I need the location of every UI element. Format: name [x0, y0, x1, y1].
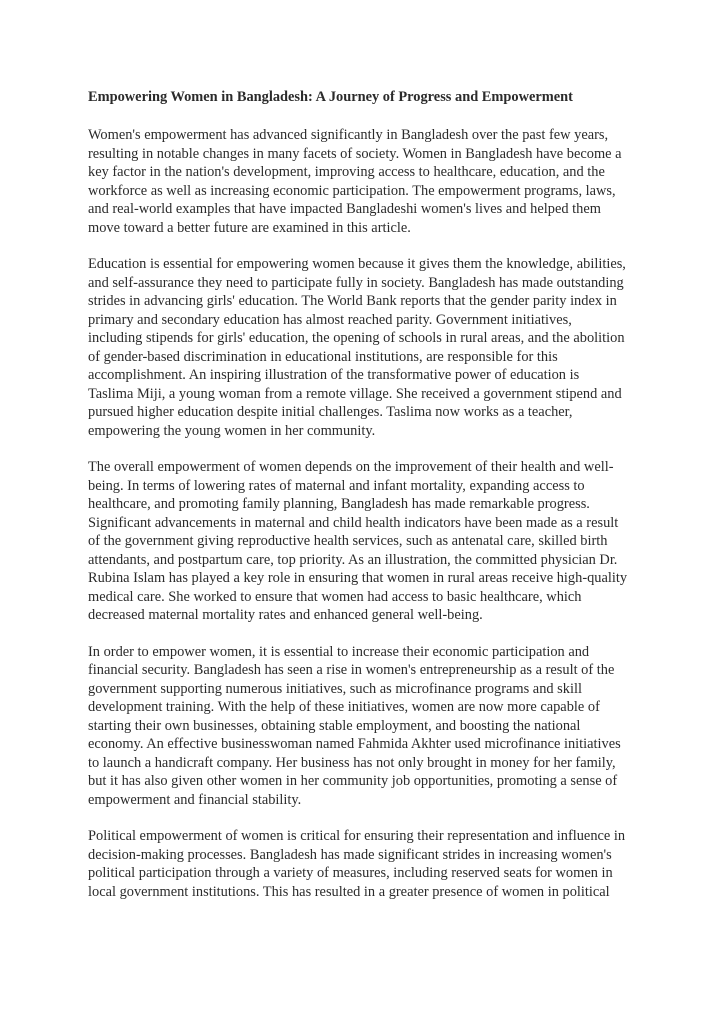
text-line: The overall empowerment of women depends on the improvement of their health and well- [88, 459, 614, 475]
text-line: pursued higher education despite initial challenges. Taslima now works as a teacher, [88, 404, 573, 420]
text-line: decision-making processes. Bangladesh has made significant strides in increasing women's [88, 846, 612, 863]
text-line: economy. An effective businesswoman named Fahmida Akhter used microfinance initiatives [88, 736, 621, 752]
text-line: starting their own businesses, obtaining stable employment, and boosting the national [88, 717, 581, 734]
text-line: development training. With the help of these initiatives, women are now more capable of [88, 699, 600, 715]
text-line: strides in advancing girls' education. The World Bank reports that the gender parity index in [88, 293, 617, 309]
paragraph [88, 643, 628, 810]
text-line: to launch a handicraft company. Her business has not only brought in money for her family, [88, 754, 616, 771]
paragraph [88, 126, 628, 237]
text-line: key factor in the nation's development, improving access to healthcare, education, and the [88, 164, 605, 180]
paragraph [88, 255, 628, 440]
text-line: and real-world examples that have impacted Bangladeshi women's lives and helped them [88, 201, 601, 217]
paragraph [88, 827, 628, 901]
text-line: empowerment and financial stability. [88, 791, 302, 808]
paragraph-list [88, 126, 628, 901]
text-line: Education is essential for empowering women because it gives them the knowledge, abilities, [88, 256, 626, 272]
text-line: Significant advancements in maternal and child health indicators have been made as a result [88, 514, 619, 531]
text-line: government supporting numerous initiatives, such as microfinance programs and skill [88, 680, 582, 697]
text-line: political participation through a variety of measures, including reserved seats for women in [88, 865, 613, 881]
text-line: financial security. Bangladesh has seen a rise in women's entrepreneurship as a result of the [88, 662, 615, 678]
text-line: attendants, and postpartum care, top priority. As an illustration, the committed physician Dr. [88, 551, 618, 568]
text-line: healthcare, and promoting family planning, Bangladesh has made remarkable progress. [88, 496, 590, 512]
text-line: Rubina Islam has played a key role in ensuring that women in rural areas receive high-quality [88, 570, 628, 586]
text-line: including stipends for girls' education, the opening of schools in rural areas, and the abolition [88, 330, 625, 346]
text-line: and self-assurance they need to participate fully in society. Bangladesh has made outstanding [88, 274, 624, 291]
text-line: of gender-based discrimination in educational institutions, are responsible for this [88, 348, 558, 365]
text-line: accomplishment. An inspiring illustration of the transformative power of education is [88, 367, 580, 383]
text-line: of the government giving reproductive health services, such as antenatal care, skilled birth [88, 533, 608, 549]
text-line: decreased maternal mortality rates and enhanced general well-being. [88, 607, 483, 623]
text-line: Women's empowerment has advanced significantly in Bangladesh over the past few years, [88, 127, 609, 143]
paragraph [88, 458, 628, 625]
text-line: medical care. She worked to ensure that women had access to basic healthcare, which [88, 588, 582, 605]
document-body [88, 88, 628, 919]
text-line: In order to empower women, it is essential to increase their economic participation and [88, 643, 590, 660]
text-line: workforce as well as increasing economic participation. The empowerment programs, laws, [88, 182, 616, 199]
text-line: move toward a better future are examined in this article. [88, 219, 411, 236]
document-title: Empowering Women in Bangladesh: A Journey of Progress and Empowerment [88, 89, 573, 105]
text-line: Political empowerment of women is critical for ensuring their representation and influence in [88, 828, 626, 844]
text-line: Taslima Miji, a young woman from a remote village. She received a government stipend and [88, 385, 622, 402]
text-line: being. In terms of lowering rates of maternal and infant mortality, expanding access to [88, 477, 585, 494]
text-line: primary and secondary education has almost reached parity. Government initiatives, [88, 311, 572, 328]
text-line: local government institutions. This has resulted in a greater presence of women in political [88, 883, 610, 900]
text-line: resulting in notable changes in many facets of society. Women in Bangladesh have become a [88, 145, 622, 162]
text-line: but it has also given other women in her community job opportunities, promoting a sense of [88, 773, 618, 789]
text-line: empowering the young women in her community. [88, 422, 376, 439]
